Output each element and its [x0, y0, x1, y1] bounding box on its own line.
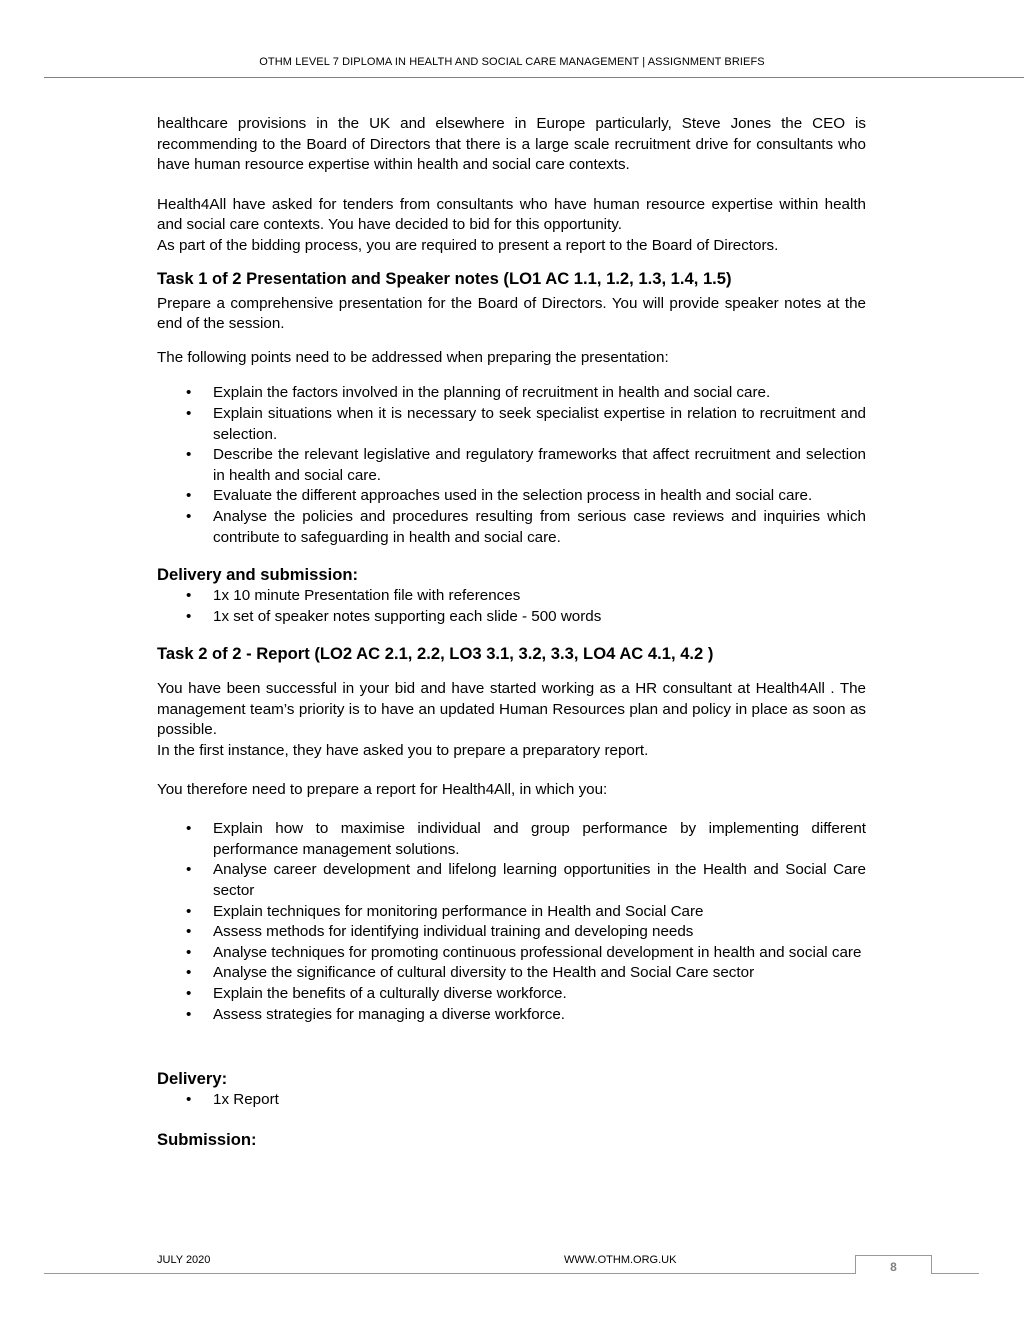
footer-date: JULY 2020 — [157, 1254, 211, 1266]
task2-bullet-list — [157, 819, 866, 1025]
list-item: • 1x 10 minute Presentation file with references — [157, 586, 866, 607]
list-item: • Explain techniques for monitoring performance in Health and Social Care — [157, 902, 866, 923]
task2-heading: Task 2 of 2 - Report (LO2 AC 2.1, 2.2, LO3 3.1, 3.2, 3.3, LO4 AC 4.1, 4.2 ) — [157, 644, 714, 664]
list-item: • Analyse the policies and procedures resulting from serious case reviews and inquiries which contribute to safeguarding in health and social care. — [157, 507, 866, 548]
task2-paragraph-1b: In the first instance, they have asked you to prepare a preparatory report. — [157, 742, 649, 760]
submission-heading: Submission: — [157, 1129, 257, 1149]
list-item: • 1x Report — [157, 1090, 866, 1111]
list-item: • Explain situations when it is necessary to seek specialist expertise in relation to recruitment and selection. — [157, 404, 866, 445]
page-number: 8 — [855, 1255, 932, 1274]
list-item: • Explain how to maximise individual and group performance by implementing different performance management solutions. — [157, 819, 866, 860]
list-item: • Assess strategies for managing a diverse workforce. — [157, 1005, 866, 1026]
list-item: • Evaluate the different approaches used in the selection process in health and social care. — [157, 486, 866, 507]
task2-paragraph-1a: You have been successful in your bid and have started working as a HR consultant at Health4All . The management team’s priority is to have an updated Human Resources plan and policy in place as soon as possible. — [157, 680, 866, 739]
footer-website: WWW.OTHM.ORG.UK — [564, 1254, 677, 1266]
header-divider — [44, 77, 1024, 78]
task1-heading: Task 1 of 2 Presentation and Speaker notes (LO1 AC 1.1, 1.2, 1.3, 1.4, 1.5) — [157, 268, 732, 288]
delivery-heading: Delivery: — [157, 1069, 228, 1089]
list-item: • Assess methods for identifying individual training and developing needs — [157, 922, 866, 943]
task1-paragraph-1: Prepare a comprehensive presentation for the Board of Directors. You will provide speaker notes at the end of the session. — [157, 294, 866, 333]
list-item: • 1x set of speaker notes supporting each slide - 500 words — [157, 607, 866, 628]
task2-paragraph-2: You therefore need to prepare a report for Health4All, in which you: — [157, 780, 608, 798]
list-item: • Explain the benefits of a culturally diverse workforce. — [157, 984, 866, 1005]
delivery-list — [157, 1090, 866, 1111]
delivery-submission-list — [157, 586, 866, 627]
task1-paragraph-2: The following points need to be addressed when preparing the presentation: — [157, 348, 669, 366]
page-header-title: OTHM LEVEL 7 DIPLOMA IN HEALTH AND SOCIAL CARE MANAGEMENT | ASSIGNMENT BRIEFS — [259, 56, 765, 68]
intro-paragraph-2b: As part of the bidding process, you are required to present a report to the Board of Directors. — [157, 236, 779, 254]
list-item: • Describe the relevant legislative and regulatory frameworks that affect recruitment and selection in health and social care. — [157, 445, 866, 486]
list-item: • Analyse the significance of cultural diversity to the Health and Social Care sector — [157, 963, 866, 984]
list-item: • Analyse career development and lifelong learning opportunities in the Health and Social Care sector — [157, 860, 866, 901]
intro-paragraph-1: healthcare provisions in the UK and elsewhere in Europe particularly, Steve Jones the CEO is recommending to the Board of Directors that there is a large scale recruitment drive for consultants who have human resource expertise within health and social care contexts. — [157, 115, 866, 174]
delivery-submission-heading: Delivery and submission: — [157, 565, 359, 585]
footer-divider — [44, 1273, 979, 1274]
list-item: • Explain the factors involved in the planning of recruitment in health and social care. — [157, 383, 866, 404]
document-body — [157, 114, 866, 1151]
list-item: • Analyse techniques for promoting continuous professional development in health and social care — [157, 943, 866, 964]
task1-bullet-list — [157, 383, 866, 548]
intro-paragraph-2a: Health4All have asked for tenders from consultants who have human resource expertise within health and social care contexts. You have decided to bid for this opportunity. — [157, 195, 866, 234]
